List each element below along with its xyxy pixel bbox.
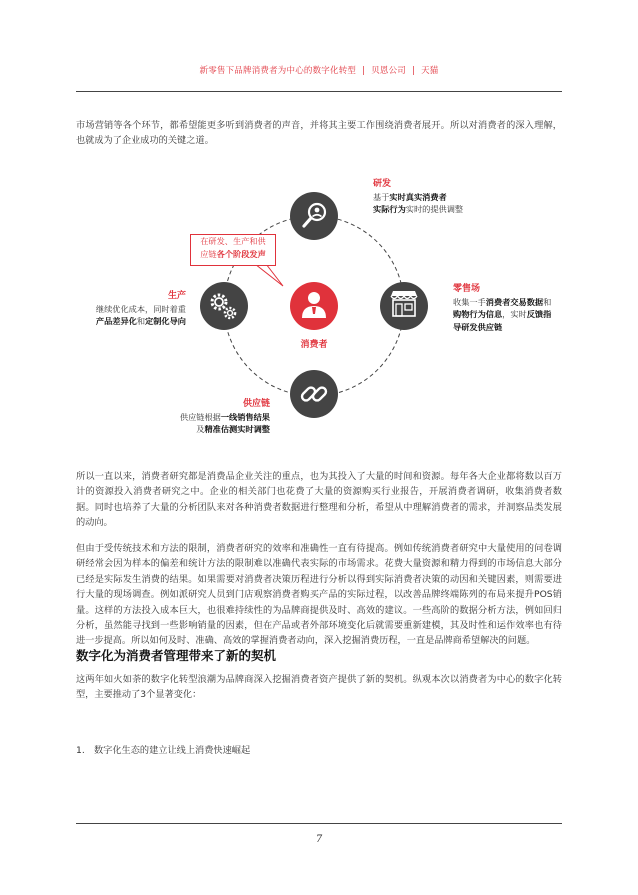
running-header xyxy=(76,64,562,76)
body-paragraph-1: 所以一直以来，消费者研究都是消费品企业关注的重点，也为其投入了大量的时间和资源。每年各大企业都将数以百万计的资源投入消费者研究之中。企业的相关部门也花费了大量的资源购买行业报告，开展消费者调研，收集消费者数据。同时也培养了大量的分析团队来对各种消费者数据进行整理和分析，希望从中理解消费者的需求，并洞察品类发展的动向。 xyxy=(76,471,562,529)
center-label: 消费者 xyxy=(300,340,328,350)
research-highlight: 实时真实消费者 xyxy=(389,191,447,202)
supply-text: 供应链根据 xyxy=(179,411,221,422)
supply-title: 供应链 xyxy=(242,399,270,409)
list-item xyxy=(76,742,250,756)
retail-line2 xyxy=(453,308,551,321)
list-number: 1. xyxy=(76,745,85,756)
production-highlight: 定制化导向 xyxy=(145,316,186,326)
production-text: 和 xyxy=(136,316,146,326)
production-highlight: 产品差异化 xyxy=(95,316,137,326)
supply-highlight: 精准估测实时调整 xyxy=(204,424,270,434)
header-title: 新零售下品牌消费者为中心的数字化转型 xyxy=(199,66,357,76)
research-line2 xyxy=(373,203,463,216)
consumer-node xyxy=(290,282,338,330)
retail-line3 xyxy=(453,321,551,334)
production-title: 生产 xyxy=(167,291,186,301)
retail-line1 xyxy=(453,296,551,309)
page-number: 7 xyxy=(315,834,323,845)
retail-title: 零售场 xyxy=(453,284,481,294)
callout-pointer xyxy=(255,264,283,286)
retail-text: 和 xyxy=(543,296,552,307)
research-label xyxy=(373,178,463,216)
body-paragraph-2: 但由于受传统技术和方法的限制，消费者研究的效率和准确性一直有待提高。例如传统消费者研究中大量使用的问卷调研经常会因为样本的偏差和统计方法的限制难以准确代表实际的市场需求。花费大量资源和精力得到的市场信息大部分已经是实际发生消费的结果。如果需要对消费者决策历程进行分析以得到实际消费者决策的动因和关键因素，则需要进行大量的现场调查。例如派研究人员到门店观察消费者购买产品的实际过程，以改善品牌终端陈列的布局来提升POS销量。这样的方法投入成本巨大，也很难持续性的为品牌商提供及时、高效的建议。一些高阶的数据分析方法，例如回归分析，虽然能寻找到一些影响销量的因素，但在产品或者外部环境变化后就需要重新建模，其及时性和运作效率也有待进一步提高。所以如何及时、准确、高效的掌握消费者动向，深入挖掘消费历程，一直是品牌商希望解决的问题。 xyxy=(76,543,562,647)
retail-highlight: 消费者交易数据 xyxy=(485,296,544,307)
supply-line2 xyxy=(150,423,270,436)
section-heading: 数字化为消费者管理带来了新的契机 xyxy=(76,648,277,663)
header-separator: | xyxy=(362,66,366,76)
callout-line1: 在研发、生产和供 xyxy=(200,236,266,246)
retail-label xyxy=(453,283,551,333)
intro-paragraph: 市场营销等各个环节，都希望能更多听到消费者的声音，并将其主要工作围绕消费者展开。所以对消费者的深入理解，也就成为了企业成功的关键之道。 xyxy=(76,120,562,147)
research-highlight: 实际行为 xyxy=(373,204,406,214)
supply-label xyxy=(150,398,270,436)
retail-highlight: 购物行为信息 xyxy=(453,309,503,319)
header-partner: 天猫 xyxy=(421,66,439,76)
retail-node xyxy=(380,282,428,330)
research-text: 实时的提供调整 xyxy=(405,204,464,214)
header-separator: | xyxy=(412,66,416,76)
research-title: 研发 xyxy=(373,179,392,189)
header-company: 贝恩公司 xyxy=(371,66,406,76)
list-text: 数字化生态的建立让线上消费快速崛起 xyxy=(94,745,251,756)
header-rule xyxy=(76,91,562,92)
research-text: 基于 xyxy=(373,191,390,202)
footer-rule xyxy=(76,823,562,824)
production-line1: 继续优化成本，同时着重 xyxy=(95,303,186,314)
supply-line1 xyxy=(150,411,270,424)
supply-highlight: 一线销售结果 xyxy=(220,411,270,422)
retail-highlight: 导研发供应链 xyxy=(453,321,503,332)
callout-text: 应链 xyxy=(200,249,217,259)
callout-box xyxy=(190,234,276,266)
section-paragraph: 这两年如火如荼的数字化转型浪潮为品牌商深入挖掘消费者资产提供了新的契机。纵观本次以消费者为中心的数字化转型，主要推动了3个显著变化： xyxy=(76,674,562,701)
retail-text: ，实时 xyxy=(502,309,527,319)
production-label xyxy=(76,290,186,328)
supply-text: 及 xyxy=(196,424,205,434)
consumer-centric-diagram xyxy=(0,170,638,440)
retail-text: 收集一手 xyxy=(453,296,486,307)
production-node xyxy=(200,282,248,330)
callout-line2 xyxy=(191,248,275,261)
production-line2 xyxy=(76,315,186,328)
retail-highlight: 反馈指 xyxy=(526,309,552,319)
callout-highlight: 各个阶段发声 xyxy=(216,249,266,259)
research-node xyxy=(290,192,338,240)
research-line1 xyxy=(373,191,463,204)
supply-node xyxy=(290,370,338,418)
